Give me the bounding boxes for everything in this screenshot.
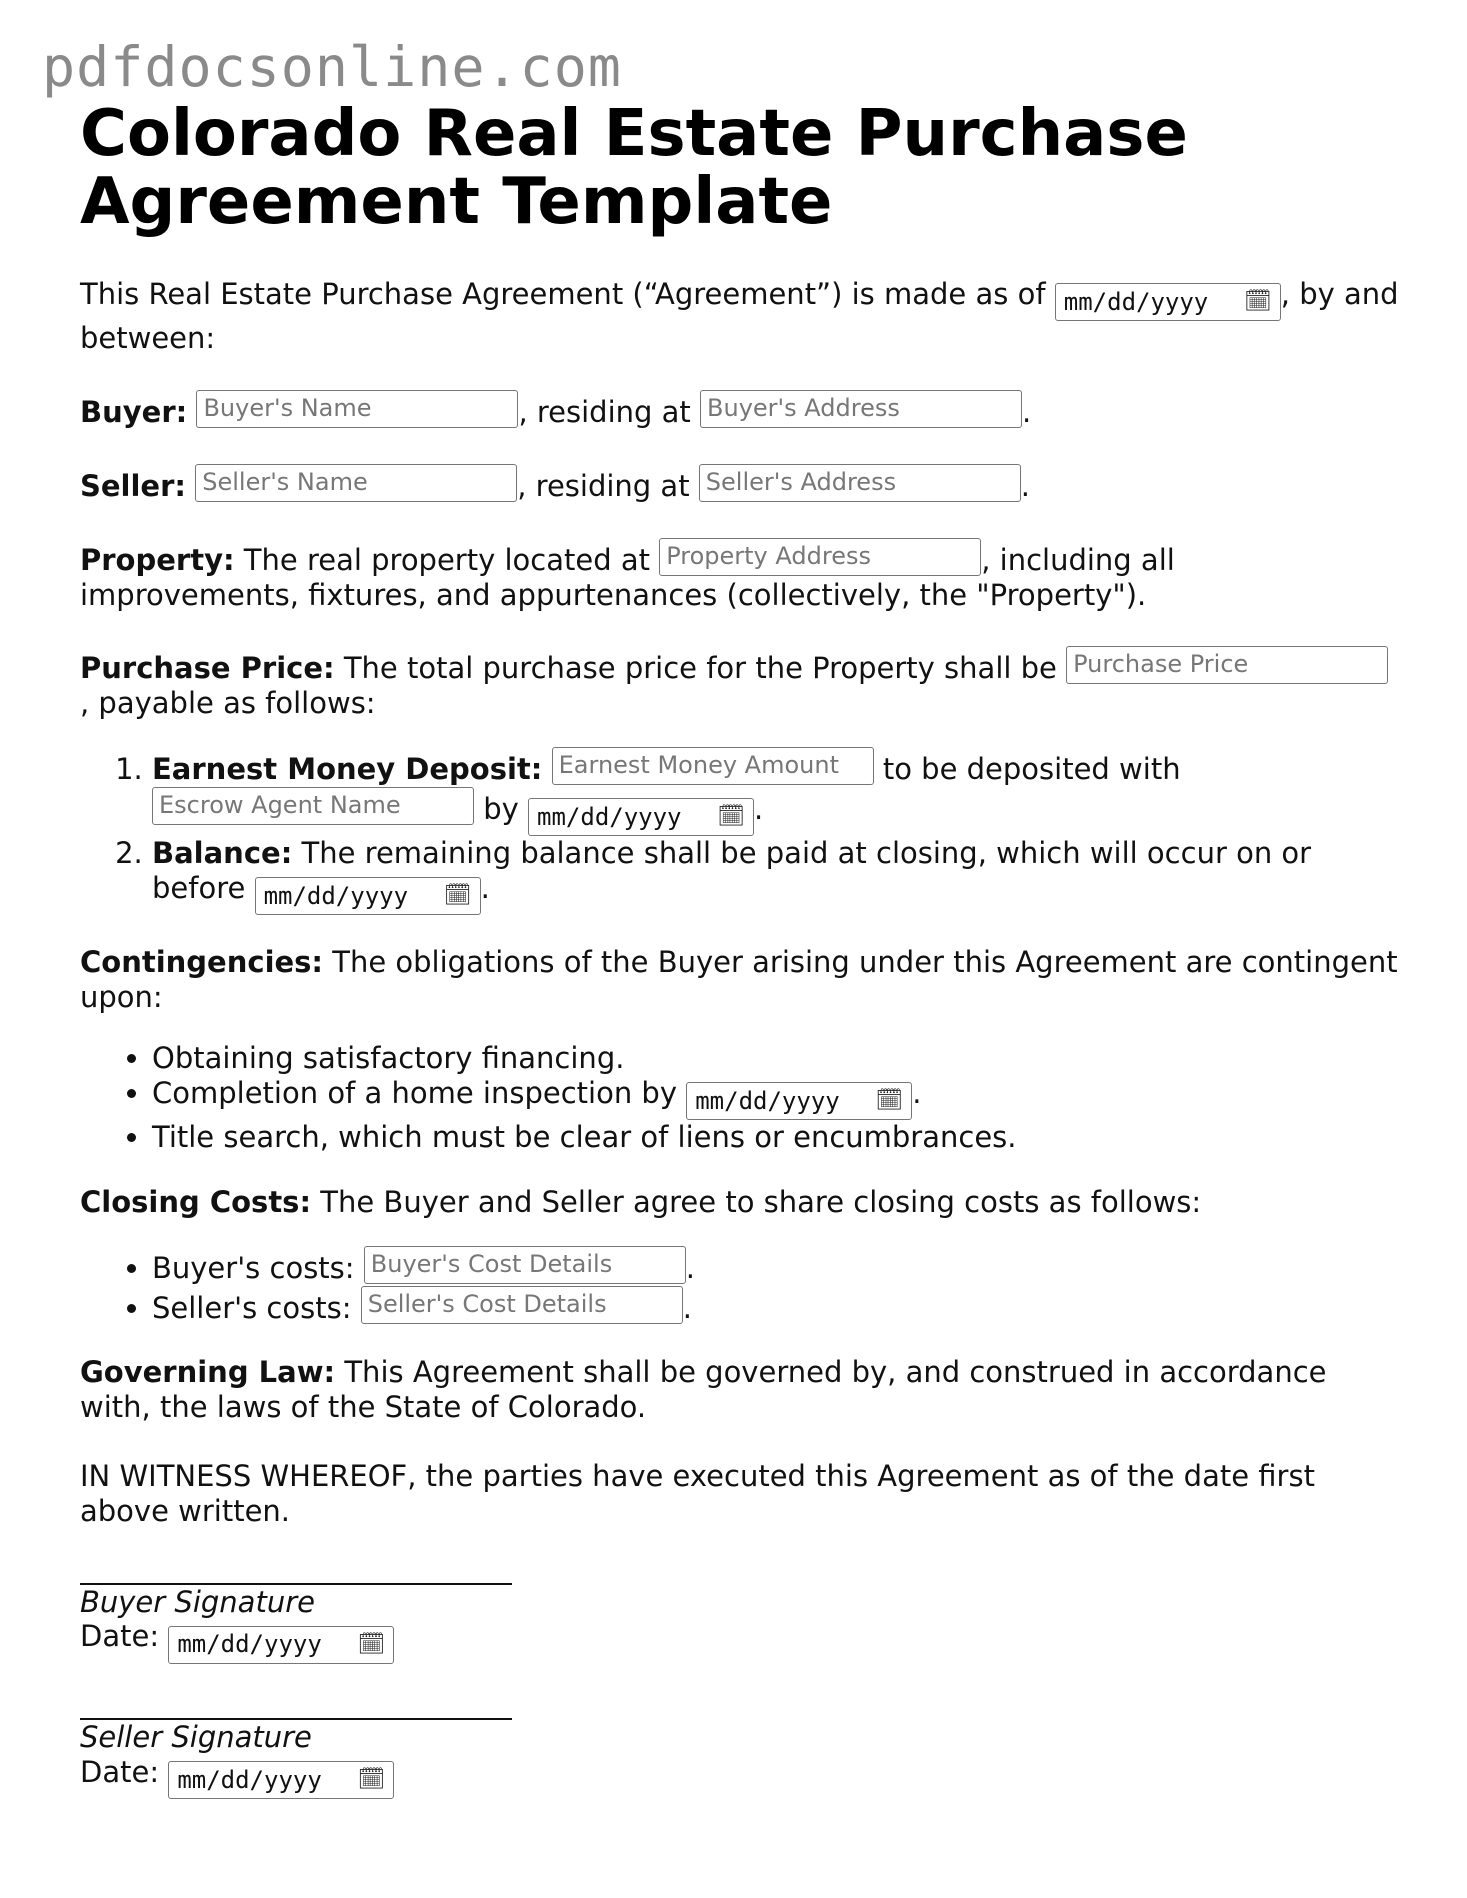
closing-costs-text: The Buyer and Seller agree to share closing costs as follows:	[320, 1184, 1202, 1219]
closing-costs-paragraph	[80, 1185, 1400, 1220]
calendar-icon[interactable]: 🗓	[357, 1766, 386, 1792]
seller-line	[80, 464, 1400, 504]
seller-address-input[interactable]: Seller's Address	[699, 464, 1021, 502]
agreement-date-input[interactable]: mm/dd/yyyy 🗓	[1055, 283, 1281, 321]
seller-date-label: Date:	[80, 1754, 160, 1789]
calendar-icon[interactable]: 🗓	[357, 1631, 386, 1657]
contingencies-list	[80, 1041, 1400, 1155]
deposit-end: .	[754, 791, 764, 826]
buyer-address-input[interactable]: Buyer's Address	[700, 390, 1022, 428]
seller-label: Seller:	[80, 468, 187, 503]
buyer-signature-label: Buyer Signature	[80, 1584, 315, 1619]
earnest-money-label: Earnest Money Deposit:	[152, 751, 543, 786]
buyer-signature-date-input[interactable]: mm/dd/yyyy 🗓	[168, 1626, 394, 1664]
balance-end: .	[480, 870, 490, 905]
buyer-date-line	[80, 1619, 1400, 1663]
buyer-signature-caption	[80, 1585, 1400, 1620]
purchase-price-text-end: , payable as follows:	[80, 686, 376, 721]
seller-signature-block	[80, 1718, 1400, 1799]
witness-paragraph: IN WITNESS WHEREOF, the parties have executed this Agreement as of the date first above written.	[80, 1458, 1315, 1528]
earnest-money-input[interactable]: Earnest Money Amount	[552, 747, 874, 785]
calendar-icon[interactable]: 🗓	[875, 1087, 904, 1113]
governing-law-text: This Agreement shall be governed by, and construed in accordance with, the laws of the State of Colorado.	[80, 1355, 1327, 1425]
buyer-line	[80, 390, 1400, 430]
purchase-price-text: The total purchase price for the Property shall be	[343, 651, 1057, 686]
seller-name-input[interactable]: Seller's Name	[195, 464, 517, 502]
list-item: • Obtaining satisfactory financing.	[152, 1041, 1400, 1076]
seller-costs-input[interactable]: Seller's Cost Details	[361, 1286, 683, 1324]
calendar-icon[interactable]: 🗓	[1243, 289, 1272, 315]
buyer-date-label: Date:	[80, 1619, 160, 1654]
seller-end: .	[1020, 468, 1031, 503]
balance-label: Balance:	[152, 836, 293, 871]
list-item: • Title search, which must be clear of liens or encumbrances.	[152, 1120, 1400, 1155]
property-paragraph	[80, 538, 1400, 613]
seller-residing-text: , residing at	[517, 468, 690, 503]
governing-law-paragraph	[80, 1355, 1400, 1425]
calendar-icon[interactable]: 🗓	[443, 883, 472, 909]
buyer-costs-input[interactable]: Buyer's Cost Details	[364, 1246, 686, 1284]
property-text: The real property located at	[243, 542, 650, 577]
governing-law-label: Governing Law:	[80, 1355, 336, 1390]
intro-paragraph	[80, 277, 1400, 356]
inspection-date-input[interactable]: mm/dd/yyyy 🗓	[686, 1082, 912, 1120]
purchase-price-paragraph	[80, 646, 1400, 721]
seller-signature-label: Seller Signature	[80, 1719, 312, 1754]
escrow-agent-input[interactable]: Escrow Agent Name	[152, 787, 474, 825]
seller-signature-date-input[interactable]: mm/dd/yyyy 🗓	[168, 1761, 394, 1799]
inspection-text: Completion of a home inspection by	[152, 1075, 677, 1110]
seller-signature-caption	[80, 1720, 1400, 1755]
list-item	[152, 836, 1400, 915]
by-text: by	[483, 791, 519, 826]
contingencies-label: Contingencies:	[80, 945, 324, 980]
seller-costs-end: .	[682, 1290, 692, 1325]
buyer-costs-label: Buyer's costs:	[152, 1250, 355, 1285]
property-text-end: , including all improvements, fixtures, and appurtenances (collectively, the "Property").	[80, 542, 1175, 612]
purchase-price-label: Purchase Price:	[80, 651, 335, 686]
closing-costs-list	[80, 1246, 1400, 1326]
payment-list	[80, 747, 1400, 915]
buyer-costs-end: .	[685, 1250, 695, 1285]
watermark: pdfdocsonline.com	[42, 35, 622, 99]
seller-costs-label: Seller's costs:	[152, 1290, 352, 1325]
buyer-label: Buyer:	[80, 395, 188, 430]
agreement-document	[80, 97, 1400, 1799]
intro-text-end: , by and between:	[80, 276, 1399, 356]
inspection-end: .	[912, 1075, 922, 1110]
balance-text: The remaining balance shall be paid at closing, which will occur on or before	[152, 836, 1312, 905]
contingencies-text: The obligations of the Buyer arising under this Agreement are contingent upon:	[80, 945, 1398, 1015]
closing-costs-label: Closing Costs:	[80, 1184, 312, 1219]
list-item	[152, 747, 1400, 836]
seller-date-line	[80, 1755, 1400, 1799]
buyer-name-input[interactable]: Buyer's Name	[196, 390, 518, 428]
buyer-residing-text: , residing at	[518, 395, 691, 430]
intro-text: This Real Estate Purchase Agreement (“Agreement”) is made as of	[80, 276, 1046, 311]
list-item	[152, 1076, 1400, 1120]
calendar-icon[interactable]: 🗓	[717, 803, 746, 829]
property-address-input[interactable]: Property Address	[659, 538, 981, 576]
buyer-end: .	[1022, 395, 1032, 430]
earnest-money-text: to be deposited with	[882, 751, 1181, 786]
page-title: Colorado Real Estate Purchase Agreement Template	[80, 97, 1188, 240]
contingencies-paragraph	[80, 945, 1400, 1015]
closing-date-input[interactable]: mm/dd/yyyy 🗓	[255, 877, 481, 915]
purchase-price-input[interactable]: Purchase Price	[1066, 646, 1388, 684]
list-item	[152, 1286, 1400, 1326]
deposit-date-input[interactable]: mm/dd/yyyy 🗓	[528, 798, 754, 836]
property-label: Property:	[80, 542, 235, 577]
buyer-signature-block	[80, 1583, 1400, 1664]
list-item	[152, 1246, 1400, 1286]
